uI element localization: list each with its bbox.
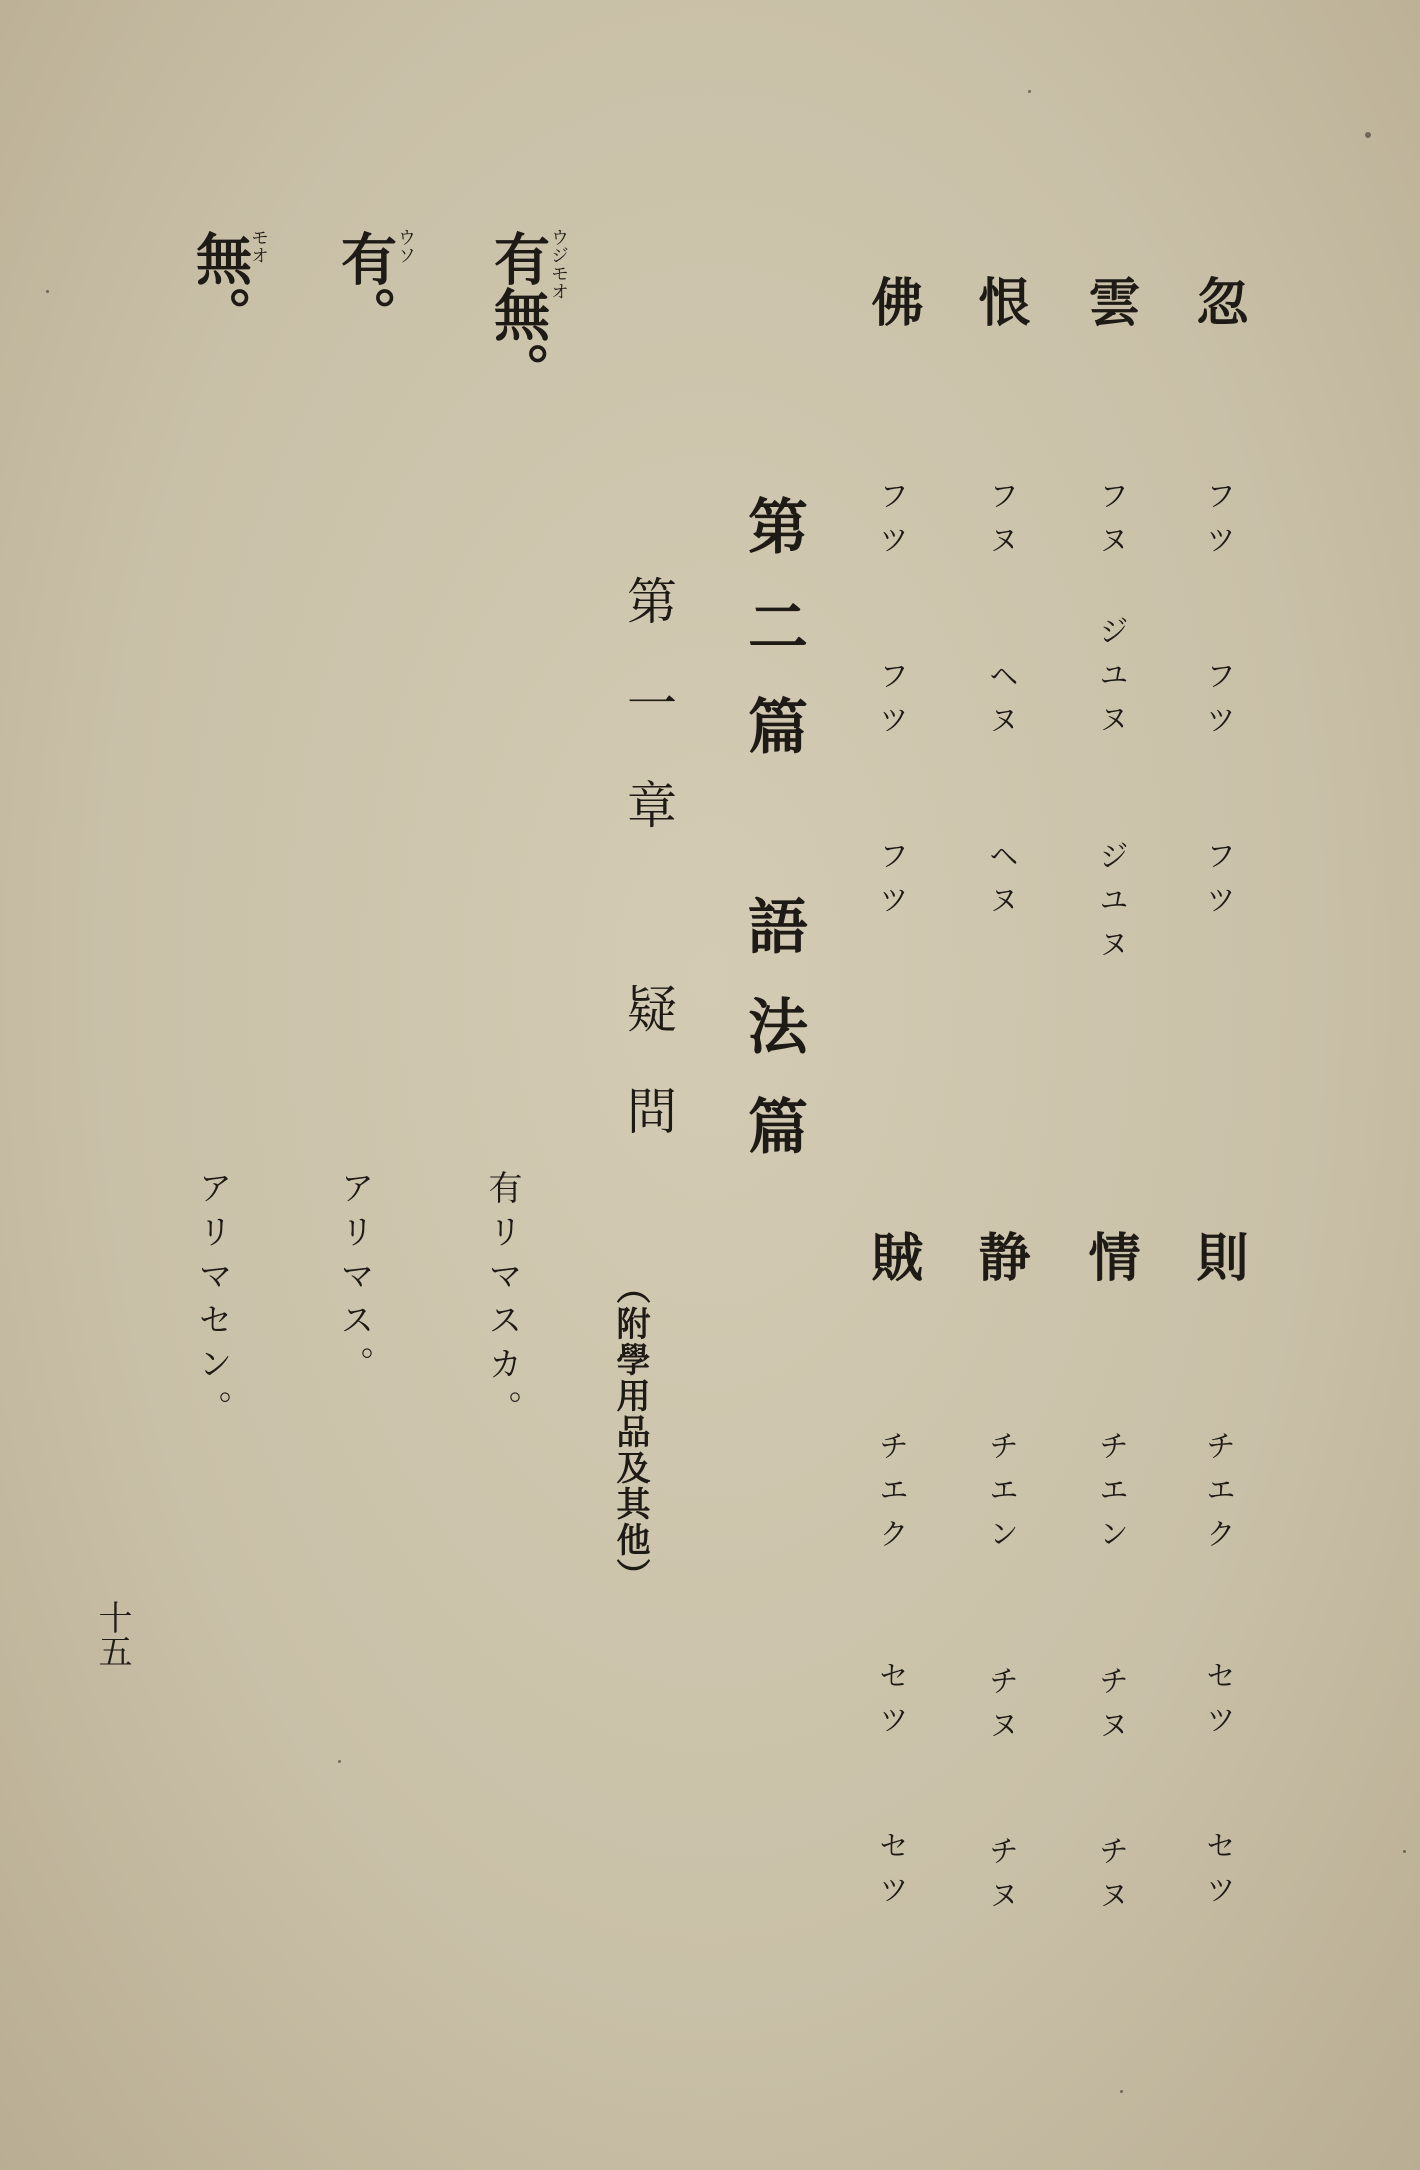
upper-reading-1b: フツ	[1200, 660, 1235, 748]
upper-reading-2b: ジユヌ	[1093, 615, 1128, 747]
upper-head-3: 恨	[969, 275, 1030, 327]
chapter-note: （附學用品及其他）	[610, 1270, 650, 1594]
paper-speck	[1403, 1850, 1406, 1853]
lower-head-1: 則	[1187, 1230, 1248, 1282]
page-number: 十五	[92, 1600, 132, 1668]
upper-head-2: 雲	[1079, 275, 1140, 327]
lower-reading-1c: セツ	[1200, 1830, 1235, 1918]
lower-reading-3b: チヌ	[983, 1665, 1018, 1753]
paper-speck	[338, 1760, 341, 1763]
upper-reading-1a: フツ	[1200, 480, 1235, 568]
example-3-word: 無。	[187, 230, 253, 342]
lower-reading-3a: チエン	[983, 1430, 1018, 1562]
lower-head-4: 賊	[862, 1230, 923, 1282]
lower-reading-2b: チヌ	[1093, 1665, 1128, 1753]
upper-reading-3b: ヘヌ	[983, 660, 1018, 748]
upper-reading-2c: ジユヌ	[1093, 840, 1128, 972]
upper-reading-4a: フツ	[873, 480, 908, 568]
chapter-title: 第一章 疑問	[619, 575, 677, 1187]
lower-head-2: 情	[1079, 1230, 1140, 1282]
example-1-ruby: ウジモオ	[548, 228, 569, 300]
lower-reading-2c: チヌ	[1093, 1835, 1128, 1923]
lower-reading-2a: チエン	[1093, 1430, 1128, 1562]
upper-reading-4c: フツ	[873, 840, 908, 928]
upper-head-1: 忽	[1187, 275, 1248, 327]
lower-reading-4c: セツ	[873, 1830, 908, 1918]
paper-speck	[1365, 132, 1371, 138]
example-2-reading: アリマス。	[334, 1170, 374, 1390]
section-title: 第二篇 語法篇	[738, 495, 808, 1195]
lower-reading-4a: チエク	[873, 1430, 908, 1562]
upper-reading-4b: フツ	[873, 660, 908, 748]
paper-speck	[46, 290, 49, 293]
upper-reading-3a: フヌ	[983, 480, 1018, 568]
example-3-ruby: モオ	[248, 228, 269, 264]
upper-reading-2a: フヌ	[1093, 480, 1128, 568]
paper-speck	[1028, 90, 1031, 93]
example-2-word: 有。	[332, 230, 398, 342]
lower-reading-4b: セツ	[873, 1660, 908, 1748]
upper-reading-1c: フツ	[1200, 840, 1235, 928]
lower-reading-1a: チエク	[1200, 1430, 1235, 1562]
paper-speck	[1120, 2090, 1123, 2093]
lower-reading-1b: セツ	[1200, 1660, 1235, 1748]
example-1-reading: 有リマスカ。	[482, 1170, 522, 1434]
example-3-reading: アリマセン。	[192, 1170, 232, 1434]
lower-reading-3c: チヌ	[983, 1835, 1018, 1923]
upper-head-4: 佛	[862, 275, 923, 327]
example-1-word: 有無。	[485, 230, 551, 398]
example-2-ruby: ウソ	[395, 228, 416, 264]
lower-head-3: 静	[969, 1230, 1030, 1282]
upper-reading-3c: ヘヌ	[983, 840, 1018, 928]
